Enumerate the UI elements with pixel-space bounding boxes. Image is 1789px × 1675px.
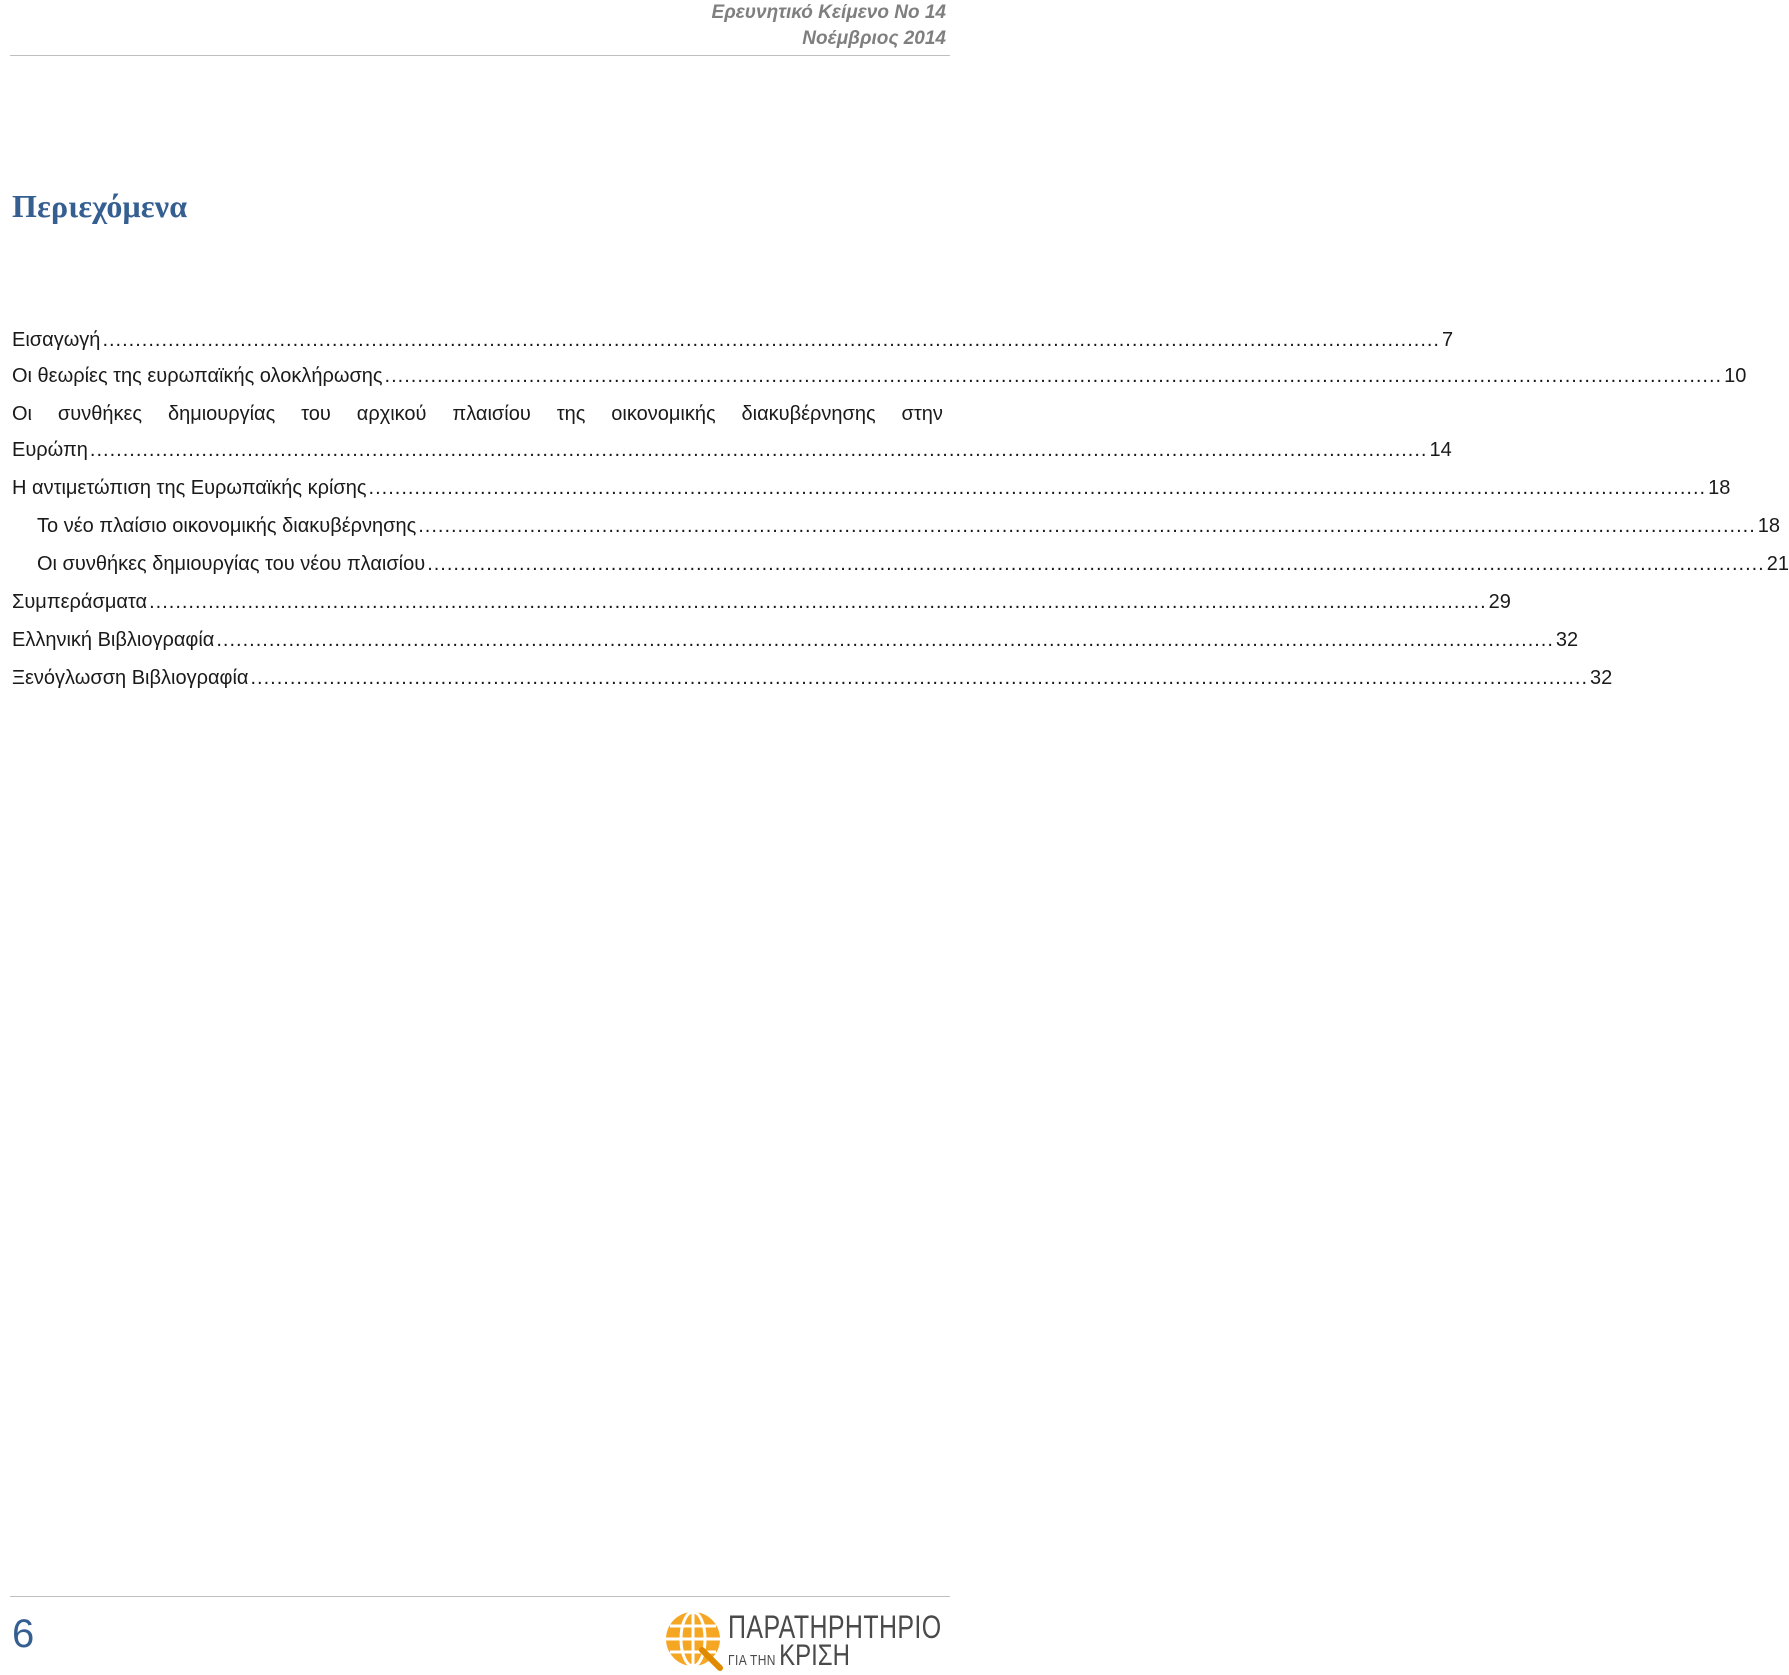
toc-entry-page: 21	[1766, 553, 1789, 575]
toc-leader: ............................................................................................................................................................................................................	[384, 365, 1723, 387]
toc-leader: ............................................................................................................................................................................................................	[368, 477, 1707, 499]
page-number: 6	[12, 1612, 35, 1656]
logo-sub-big: ΚΡΙΣΗ	[779, 1639, 850, 1672]
observatory-logo	[664, 1610, 946, 1670]
toc-entry-greek-bibliography[interactable]	[12, 627, 1579, 653]
toc-leader: ............................................................................................................................................................................................................	[418, 515, 1756, 537]
toc-entry-page: 7	[1442, 329, 1454, 351]
toc-word: Οι	[12, 403, 32, 425]
toc-entry-text: Ξενόγλωσση Βιβλιογραφία	[12, 667, 249, 689]
toc-entry-new-framework[interactable]	[12, 513, 1781, 539]
toc-title: Περιεχόμενα	[12, 188, 188, 224]
header-date: Νοέμβριος 2014	[802, 28, 946, 49]
toc-leader: ............................................................................................................................................................................................................	[89, 439, 1428, 461]
footer-divider	[10, 1596, 950, 1597]
toc-leader: ............................................................................................................................................................................................................	[149, 591, 1487, 613]
toc-word: οικονομικής	[611, 403, 716, 425]
header-divider	[10, 55, 950, 56]
toc-word: δημιουργίας	[167, 403, 276, 425]
toc-word: διακυβέρνησης	[741, 403, 876, 425]
toc-leader: ............................................................................................................................................................................................................	[250, 667, 1589, 689]
toc-entry-text: Ελληνική Βιβλιογραφία	[12, 629, 215, 651]
toc-entry-initial-framework[interactable]	[12, 401, 1452, 463]
toc-entry-text: Η αντιμετώπιση της Ευρωπαϊκής κρίσης	[12, 477, 367, 499]
running-header	[712, 0, 946, 52]
toc-entry-text: Εισαγωγή	[12, 329, 101, 351]
toc-entry-text: Συμπεράσματα	[12, 591, 148, 613]
toc-entry-new-framework-conditions[interactable]	[12, 551, 1789, 577]
toc-entry-introduction[interactable]	[12, 327, 1454, 353]
toc-word: στην	[901, 403, 943, 425]
toc-entry-page: 10	[1724, 365, 1747, 387]
toc-entry-text: Το νέο πλαίσιο οικονομικής διακυβέρνησης	[37, 515, 417, 537]
toc-entry-crisis[interactable]	[12, 475, 1731, 501]
globe-logo-icon	[664, 1610, 722, 1670]
toc-entry-page: 32	[1590, 667, 1613, 689]
toc-entry-page: 18	[1757, 515, 1781, 537]
logo-sub-small: ΓΙΑ ΤΗΝ	[728, 1652, 776, 1669]
toc-entry-text-line1	[12, 401, 943, 427]
toc-leader: ............................................................................................................................................................................................................	[427, 553, 1765, 575]
toc-entry-page: 14	[1429, 439, 1452, 461]
toc-word: του	[301, 403, 331, 425]
toc-word: αρχικού	[356, 403, 427, 425]
toc-word: πλαισίου	[452, 403, 531, 425]
toc-leader: ............................................................................................................................................................................................................	[216, 629, 1554, 651]
toc-entry-text-line2: Ευρώπη	[12, 439, 88, 461]
toc-entry-page: 29	[1488, 591, 1511, 613]
toc-entry-conclusions[interactable]	[12, 589, 1511, 615]
toc-entry-page: 18	[1708, 477, 1731, 499]
toc-entry-text: Οι συνθήκες δημιουργίας του νέου πλαισίου	[37, 553, 426, 575]
toc-entry-page: 32	[1555, 629, 1579, 651]
header-doc-title: Ερευνητικό Κείμενο Νο 14	[711, 2, 946, 23]
table-of-contents	[12, 327, 1789, 691]
toc-entry-foreign-bibliography[interactable]	[12, 665, 1613, 691]
toc-entry-theories[interactable]	[12, 363, 1747, 389]
toc-leader: ............................................................................................................................................................................................................	[102, 329, 1440, 351]
logo-subtitle	[728, 1639, 850, 1675]
toc-entry-text: Οι θεωρίες της ευρωπαϊκής ολοκλήρωσης	[12, 365, 383, 387]
toc-word: συνθήκες	[57, 403, 143, 425]
logo-name: ΠΑΡΑΤΗΡΗΤΗΡΙΟ	[728, 1609, 942, 1645]
toc-word: της	[556, 403, 586, 425]
